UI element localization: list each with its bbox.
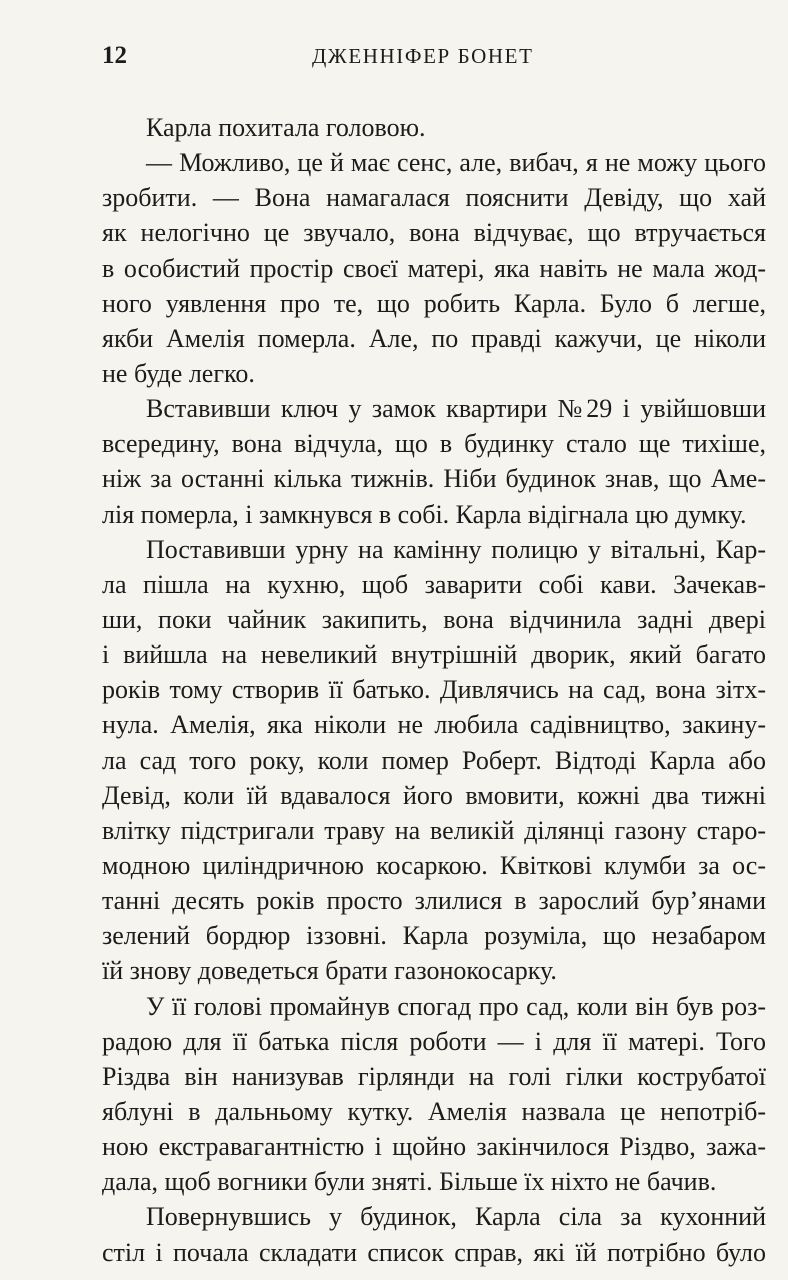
text-line: — Можливо, це й має сенс, але, вибач, я не можу цього [146,148,766,178]
text-line: ніж за останні кілька тижнів. Ніби будинок знав, що Аме- [102,464,766,494]
text-line: модною циліндричною косаркою. Квіткові клумби за ос- [102,850,766,880]
text-line: зробити. — Вона намагалася пояснити Девіду, що хай [102,183,766,213]
text-line: не буде легко. [102,358,255,388]
text-line: і вийшла на невеликий внутрішній дворик, який багато [102,640,766,670]
text-line: в особистий простір своєї матері, яка навіть не мала жод- [102,253,766,283]
text-line: їй знову доведеться брати газонокосарку. [102,956,557,986]
text-line: У її голові промайнув спогад про сад, коли він був роз- [146,991,766,1021]
running-title: ДЖЕННІФЕР БОНЕТ [312,44,534,68]
text-line: яблуні в дальньому кутку. Амелія назвала це непотріб- [102,1096,766,1126]
text-line: ною екстравагантністю і щойно закінчилося Різдво, зажа- [102,1132,766,1162]
page-header [102,36,762,76]
text-line: танні десять років просто злилися в зарослий бур’янами [102,886,766,916]
text-line: Карла похитала головою. [146,113,426,142]
text-line: зелений бордюр іззовні. Карла розуміла, що незабаром [102,921,766,951]
body-text [102,110,766,1270]
text-line: Повернувшись у будинок, Карла сіла за кухонний [146,1202,766,1232]
text-line: радою для її батька після роботи — і для її матері. Того [102,1026,766,1056]
text-line: Різдва він нанизував гірлянди на голі гілки кострубатої [102,1061,766,1091]
text-line: років тому створив її батько. Дивлячись на сад, вона зітх- [102,675,766,705]
page-number: 12 [102,42,127,69]
text-line: влітку підстригали траву на великій ділянці газону старо- [102,815,766,845]
text-line: Вставивши ключ у замок квартири №29 і увійшовши [146,394,766,424]
text-line: ла сад того року, коли помер Роберт. Відтоді Карла або [102,745,766,775]
text-line: всередину, вона відчула, що в будинку стало ще тихіше, [102,429,766,459]
text-line: Поставивши урну на камінну полицю у вітальні, Кар- [146,534,766,564]
text-line: якби Амелія померла. Але, по правді кажучи, це ніколи [102,323,766,353]
text-line: Девід, коли їй вдавалося його вмовити, кожні два тижні [102,780,766,810]
text-line: лія померла, і замкнувся в собі. Карла відігнала цю думку. [102,499,747,529]
text-line: дала, щоб вогники були зняті. Більше їх ніхто не бачив. [102,1167,717,1197]
text-line: як нелогічно це звучало, вона відчуває, що втручається [102,218,766,248]
text-line: стіл і почала складати список справ, які їй потрібно було [102,1237,766,1267]
text-line: ла пішла на кухню, щоб заварити собі кави. Зачекав- [102,569,766,599]
text-line: нула. Амелія, яка ніколи не любила садівництво, закину- [102,710,766,740]
text-line: ного уявлення про те, що робить Карла. Було б легше, [102,288,766,318]
text-line: ши, поки чайник закипить, вона відчинила задні двері [102,604,766,634]
